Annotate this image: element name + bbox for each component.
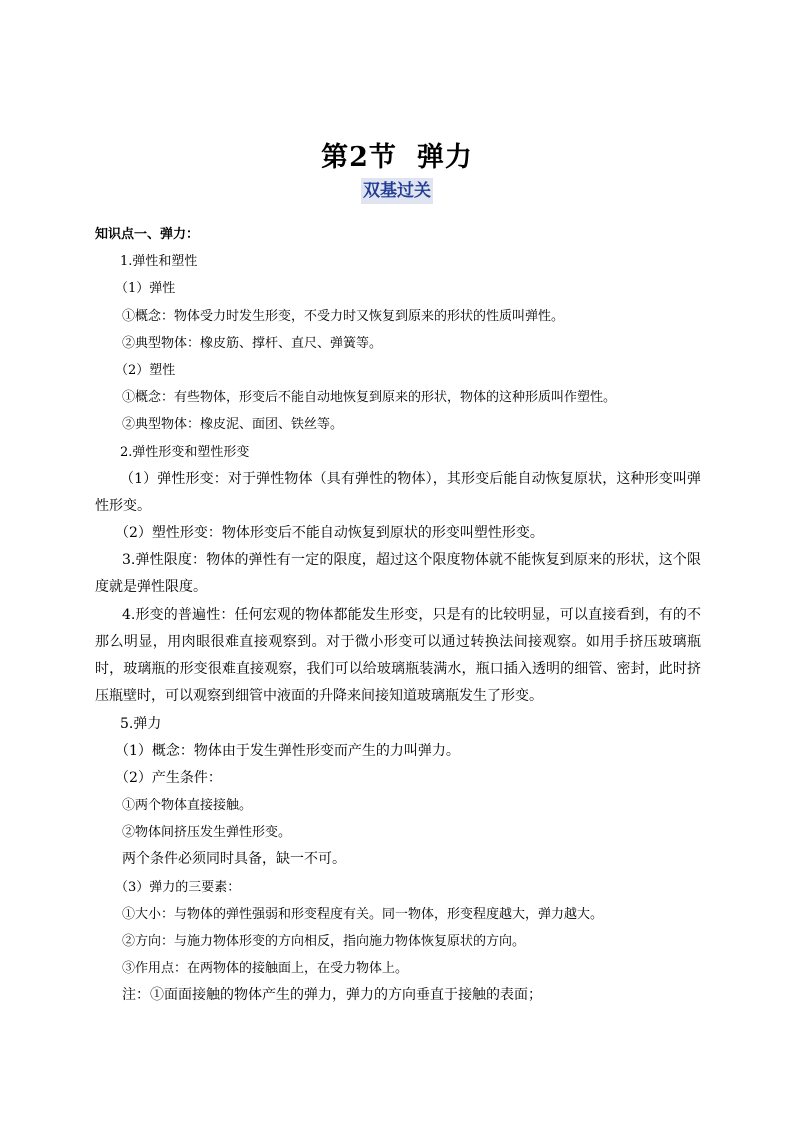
text-line: 1.弹性和塑性 xyxy=(120,254,198,270)
text-line: ③作用点：在两物体的接触面上，在受力物体上。 xyxy=(122,961,409,977)
paragraph: 4.形变的普遍性：任何宏观的物体都能发生形变，只是有的比较明显，可以直接看到，有的不那么明显，用肉眼很难直接观察到。对于微小形变可以通过转换法间接观察。如用手挤压玻璃瓶时，玻璃瓶的形变很难直接观察，我们可以给玻璃瓶装满水，瓶口插入透明的细管、密封，此时挤压瓶壁时，可以观察到细管中液面的升降来间接知道玻璃瓶发生了形变。 xyxy=(95,606,701,705)
paragraph: 3.弹性限度：物体的弹性有一定的限度，超过这个限度物体就不能恢复到原来的形状，这个限度就是弹性限度。 xyxy=(95,552,701,596)
text-line: 注：①面面接触的物体产生的弹力，弹力的方向垂直于接触的表面； xyxy=(122,987,542,1004)
text-line: （3）弹力的三要素： xyxy=(115,879,241,895)
text-line: （2）塑性 xyxy=(115,362,176,378)
text-line: 2.弹性形变和塑性形变 xyxy=(120,444,250,460)
text-line: ①概念：有些物体，形变后不能自动地恢复到原来的形状，物体的这种形质叫作塑性。 xyxy=(122,390,617,406)
text-line: ①两个物体直接接触。 xyxy=(122,798,253,814)
text-line: ②典型物体：橡皮泥、面团、铁丝等。 xyxy=(122,417,344,433)
text-line: （1）弹性 xyxy=(115,281,176,297)
text-line: ②典型物体：橡皮筋、撑杆、直尺、弹簧等。 xyxy=(122,335,383,351)
document-body xyxy=(95,221,701,1010)
text-line: 两个条件必须同时具备，缺一不可。 xyxy=(122,851,346,868)
text-line: （1）概念：物体由于发生弹性形变而产生的力叫弹力。 xyxy=(115,742,460,759)
text-line: 5.弹力 xyxy=(120,715,162,732)
text-line: ②方向：与施力物体形变的方向相反，指向施力物体恢复原状的方向。 xyxy=(122,934,526,949)
paragraph: （1）弹性形变：对于弹性物体（具有弹性的物体），其形变后能自动恢复原状，这种形变叫弹性形变。 xyxy=(95,470,701,514)
text-line: ①大小：与物体的弹性强弱和形变程度有关。同一物体，形变程度越大，弹力越大。 xyxy=(122,906,604,922)
subtitle-container xyxy=(0,178,794,204)
text-line: ①概念：物体受力时发生形变，不受力时又恢复到原来的形状的性质叫弹性。 xyxy=(122,308,565,324)
page-subtitle: 双基过关 xyxy=(361,178,433,204)
text-line: （2）塑性形变：物体形变后不能自动恢复到原状的形变叫塑性形变。 xyxy=(115,525,544,542)
section-heading: 知识点一、弹力： xyxy=(95,227,200,242)
text-line: （2）产生条件： xyxy=(115,769,222,786)
text-line: ②物体间挤压发生弹性形变。 xyxy=(122,825,292,841)
title-section-number: 第2节 xyxy=(321,142,397,173)
page-title xyxy=(0,140,794,176)
title-topic: 弹力 xyxy=(416,142,473,173)
